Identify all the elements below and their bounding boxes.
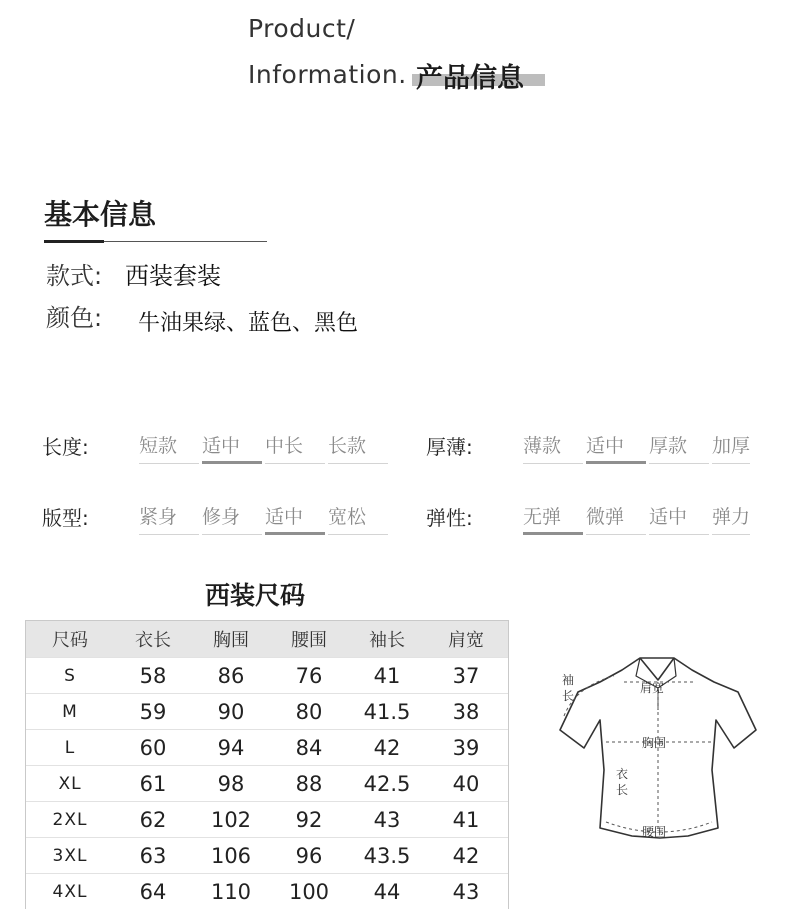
header-length: 衣长 [135, 630, 171, 651]
size-table-title: 西装尺码 [205, 581, 306, 610]
cell-length: 64 [139, 879, 167, 904]
cell-size: M [62, 701, 78, 722]
header-shoulder: 肩宽 [448, 630, 484, 651]
cell-shoulder: 42 [452, 843, 480, 868]
header-cn-title: 产品信息 [416, 63, 524, 94]
length-label: 长度: [42, 435, 89, 459]
cell-sleeve: 43.5 [363, 843, 411, 868]
length-label-1: 衣 [616, 767, 629, 781]
style-label: 款式: [46, 262, 103, 290]
elasticity-option-none-selected: 无弹 [523, 502, 583, 535]
table-row [26, 729, 508, 765]
table-row [26, 837, 508, 873]
cell-size: XL [58, 773, 82, 794]
cell-size: 2XL [52, 809, 88, 830]
cell-sleeve: 41 [373, 663, 401, 688]
size-table [25, 620, 509, 909]
cell-sleeve: 41.5 [363, 699, 411, 724]
cell-sleeve: 44 [373, 879, 401, 904]
cell-sleeve: 42.5 [363, 771, 411, 796]
cell-shoulder: 41 [452, 807, 480, 832]
fit-option-loose: 宽松 [328, 502, 388, 535]
cell-size: L [64, 737, 76, 758]
cell-shoulder: 40 [452, 771, 480, 796]
fit-label: 版型: [42, 506, 89, 530]
cell-chest: 102 [210, 807, 252, 832]
header-en-line1: Product/ [248, 14, 356, 43]
length-option-mid-long: 中长 [265, 431, 325, 464]
header-size: 尺码 [52, 630, 88, 651]
cell-length: 62 [139, 807, 167, 832]
thickness-label: 厚薄: [426, 435, 473, 459]
cell-length: 63 [139, 843, 167, 868]
cell-chest: 98 [217, 771, 245, 796]
basic-info-underline-accent [44, 240, 104, 243]
shirt-diagram [550, 650, 770, 850]
length-option-medium-selected: 适中 [202, 431, 262, 464]
cell-waist: 76 [295, 663, 323, 688]
thickness-option-extra-thick: 加厚 [712, 431, 750, 464]
sleeve-label-1: 袖 [562, 673, 575, 687]
cell-size: S [64, 665, 76, 686]
cell-shoulder: 38 [452, 699, 480, 724]
thickness-option-thick: 厚款 [649, 431, 709, 464]
cell-chest: 86 [217, 663, 245, 688]
header-waist: 腰围 [291, 630, 327, 651]
cell-waist: 100 [288, 879, 330, 904]
waist-label: 腰围 [642, 825, 667, 839]
elasticity-label: 弹性: [426, 506, 473, 530]
elasticity-option-slight: 微弹 [586, 502, 646, 535]
cell-size: 3XL [52, 845, 88, 866]
cell-waist: 88 [295, 771, 323, 796]
cell-length: 60 [139, 735, 167, 760]
cell-chest: 94 [217, 735, 245, 760]
thickness-option-medium-selected: 适中 [586, 431, 646, 464]
header-en-line2: Information. [248, 60, 407, 89]
cell-sleeve: 43 [373, 807, 401, 832]
elasticity-option-medium: 适中 [649, 502, 709, 535]
length-option-short: 短款 [139, 431, 199, 464]
cell-length: 58 [139, 663, 167, 688]
fit-option-slim: 修身 [202, 502, 262, 535]
cell-waist: 84 [295, 735, 323, 760]
length-option-long: 长款 [328, 431, 388, 464]
cell-waist: 92 [295, 807, 323, 832]
cell-shoulder: 39 [452, 735, 480, 760]
size-table-header [26, 621, 508, 657]
sleeve-label-2: 长 [562, 689, 575, 703]
fit-option-regular-selected: 适中 [265, 502, 325, 535]
table-row [26, 657, 508, 693]
cell-shoulder: 43 [452, 879, 480, 904]
header-sleeve: 袖长 [369, 630, 405, 651]
cell-size: 4XL [52, 881, 88, 902]
shoulder-label: 肩宽 [640, 681, 665, 695]
table-row [26, 765, 508, 801]
basic-info-title: 基本信息 [44, 198, 157, 231]
cell-length: 61 [139, 771, 167, 796]
length-label-2: 长 [616, 783, 629, 797]
cell-chest: 106 [210, 843, 252, 868]
chest-label: 胸围 [642, 736, 667, 750]
table-row [26, 801, 508, 837]
color-value: 牛油果绿、蓝色、黑色 [138, 311, 359, 336]
table-row [26, 693, 508, 729]
thickness-option-thin: 薄款 [523, 431, 583, 464]
cell-chest: 90 [217, 699, 245, 724]
header-chest: 胸围 [213, 630, 249, 651]
cell-waist: 96 [295, 843, 323, 868]
style-value: 西装套装 [125, 262, 221, 290]
cell-sleeve: 42 [373, 735, 401, 760]
color-label: 颜色: [46, 304, 103, 332]
measure-lines [564, 676, 712, 832]
elasticity-option-stretch: 弹力 [712, 502, 750, 535]
cell-length: 59 [139, 699, 167, 724]
fit-option-tight: 紧身 [139, 502, 199, 535]
cell-chest: 110 [210, 879, 252, 904]
cell-shoulder: 37 [452, 663, 480, 688]
cell-waist: 80 [295, 699, 323, 724]
